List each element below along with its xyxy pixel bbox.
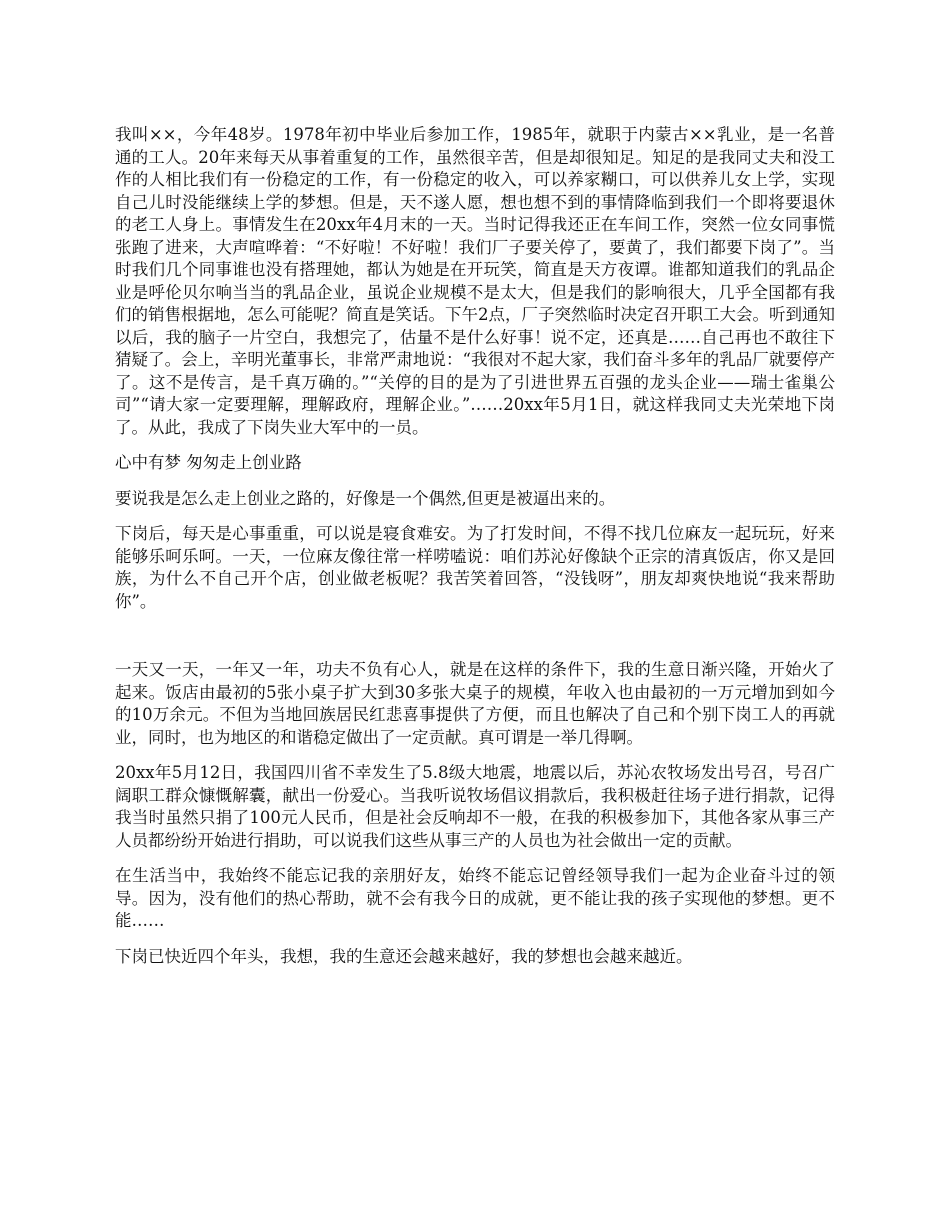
section-heading: 心中有梦 匆匆走上创业路 [115,453,302,472]
document-body [115,124,835,981]
paragraph-closing: 下岗已快近四个年头，我想，我的生意还会越来越好，我的梦想也会越来越近。 [115,946,693,966]
paragraph-layoff-story: 我叫××，今年48岁。1978年初中毕业后参加工作，1985年，就职于内蒙古××乳业，是一名普通的工人。20年来每天从事着重复的工作，虽然很辛苦，但是却很知足。知足的是我同丈夫和没工作的人相比我们有一份稳定的工作，有一份稳定的收入，可以养家糊口，可以供养儿女上学，实现自己儿时没能继续上学的梦想。但是，天不遂人愿，想也想不到的事情降临到我们一个即将要退休的老工人身上。事情发生在20xx年4月末的一天。当时记得我还正在车间工作，突然一位女同事慌张跑了进来，大声喧哗着：“不好啦！不好啦！我们厂子要关停了，要黄了，我们都要下岗了”。当时我们几个同事谁也没有搭理她，都认为她是在开玩笑，简直是天方夜谭。谁都知道我们的乳品企业是呼伦贝尔响当当的乳品企业，虽说企业规模不是太大，但是我们的影响很大，几乎全国都有我们的销售根据地，怎么可能呢？简直是笑话。下午2点，厂子突然临时决定召开职工大会。听到通知以后，我的脑子一片空白，我想完了，估量不是什么好事！说不定，还真是……自己再也不敢往下猜疑了。会上，辛明光董事长，非常严肃地说：“我很对不起大家，我们奋斗多年的乳品厂就要停产了。这不是传言，是千真万确的。”“关停的目的是为了引进世界五百强的龙头企业——瑞士雀巢公司”“请大家一定要理解，理解政府，理解企业。”……20xx年5月1日，就这样我同丈夫光荣地下岗了。从此，我成了下岗失业大军中的一员。 [115,125,835,437]
paragraph-gratitude: 在生活当中，我始终不能忘记我的亲朋好友，始终不能忘记曾经领导我们一起为企业奋斗过的领导。因为，没有他们的热心帮助，就不会有我今日的成就，更不能让我的孩子实现他的梦想。更不能…… [115,866,835,930]
paragraph-friend-suggestion: 下岗后，每天是心事重重，可以说是寝食难安。为了打发时间，不得不找几位麻友一起玩玩，好来能够乐呵乐呵。一天，一位麻友像往常一样唠嗑说：咱们苏沁好像缺个正宗的清真饭店，你又是回族，为什么不自己开个店，创业做老板呢？我苦笑着回答，“没钱呀”，朋友却爽快地说“我来帮助你”。 [115,524,835,611]
paragraph-earthquake-donation: 20xx年5月12日，我国四川省不幸发生了5.8级大地震，地震以后，苏沁农牧场发出号召，号召广阔职工群众慷慨解囊，献出一份爱心。当我听说牧场倡议捐款后，我积极赶往场子进行捐款，记得我当时虽然只捐了100元人民币，但是社会反响却不一般，在我的积极参加下，其他各家从事三产人员都纷纷开始进行捐助，可以说我们这些从事三产的人员也为社会做出一定的贡献。 [115,763,835,850]
paragraph-business-growth: 一天又一天，一年又一年，功夫不负有心人，就是在这样的条件下，我的生意日渐兴隆，开始火了起来。饭店由最初的5张小桌子扩大到30多张大桌子的规模，年收入也由最初的一万元增加到如今的10万余元。不但为当地回族居民红悲喜事提供了方便，而且也解决了自己和个别下岗工人的再就业，同时，也为地区的和谐稳定做出了一定贡献。真可谓是一举几得啊。 [115,660,835,747]
blank-gap [115,626,835,659]
paragraph-entrepreneurship-intro: 要说我是怎么走上创业之路的，好像是一个偶然,但更是被逼出来的。 [115,488,616,508]
